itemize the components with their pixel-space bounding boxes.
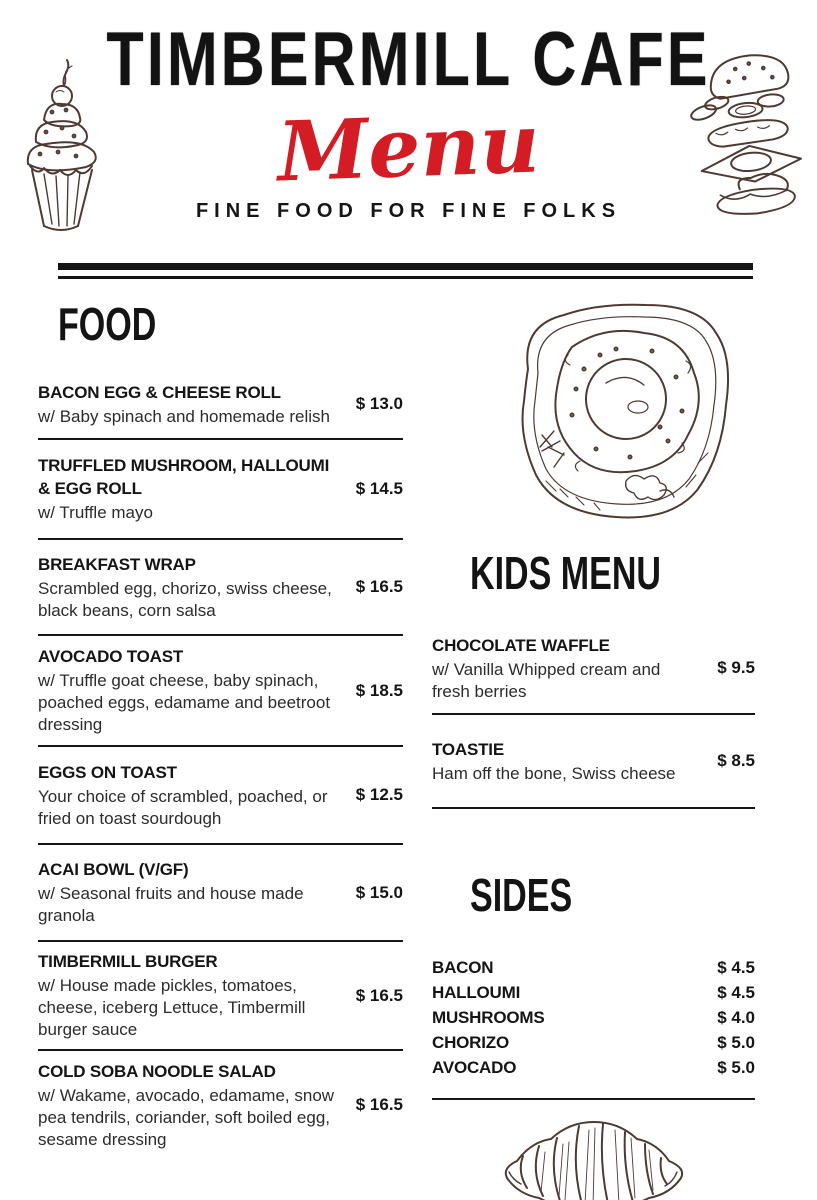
item-price: $ 16.5 — [355, 1095, 403, 1114]
item-name: TIMBERMILL BURGER — [38, 952, 218, 971]
item-price: $ 8.5 — [717, 751, 755, 770]
item-name: BACON EGG & CHEESE ROLL — [38, 382, 281, 402]
side-price: $ 4.5 — [717, 982, 755, 1002]
croissant-illustration — [499, 1116, 689, 1200]
menu-item-eggs-on-toast — [38, 747, 403, 845]
sides-heading: SIDES — [470, 869, 573, 921]
menu-item-breakfast-wrap — [38, 540, 403, 636]
item-price: $ 16.5 — [355, 985, 403, 1005]
menu-item-avocado-toast — [38, 636, 403, 747]
item-description: w/ Seasonal fruits and house made granola — [38, 884, 304, 925]
item-description: w/ Vanilla Whipped cream and fresh berries — [432, 659, 661, 701]
item-description: w/ House made pickles, tomatoes, cheese, iceberg Lettuce, Timbermill burger sauce — [38, 976, 306, 1039]
menu-script-title: Menu — [275, 95, 542, 201]
side-row-mushrooms — [432, 1005, 755, 1030]
side-price: $ 5.0 — [717, 1057, 755, 1077]
side-price: $ 4.5 — [717, 957, 755, 977]
item-price: $ 16.5 — [355, 577, 403, 596]
food-section — [38, 300, 403, 1159]
side-row-avocado — [432, 1055, 755, 1080]
item-name: COLD SOBA NOODLE SALAD — [38, 1061, 276, 1081]
menu-item-cold-soba-noodle-salad — [38, 1051, 403, 1159]
item-price: $ 9.5 — [717, 658, 755, 677]
item-name: BREAKFAST WRAP — [38, 554, 196, 574]
item-name: TOASTIE — [432, 739, 504, 759]
menu-header — [0, 16, 817, 223]
item-price: $ 12.5 — [355, 785, 403, 804]
item-description: Ham off the bone, Swiss cheese — [432, 763, 676, 783]
side-name: BACON — [432, 957, 494, 977]
food-heading: FOOD — [58, 298, 157, 350]
side-name: CHORIZO — [432, 1032, 509, 1052]
right-column — [432, 283, 755, 1200]
cafe-title: TIMBERMILL CAFE — [106, 17, 711, 102]
item-price: $ 15.0 — [355, 882, 403, 902]
food-list — [38, 370, 403, 1159]
side-name: HALLOUMI — [432, 982, 521, 1002]
menu-item-truffled-mushroom-roll — [38, 440, 403, 540]
item-description: Scrambled egg, chorizo, swiss cheese, black beans, corn salsa — [38, 578, 332, 620]
side-name: MUSHROOMS — [432, 1007, 545, 1027]
menu-item-timbermill-burger — [38, 942, 403, 1051]
side-row-bacon — [432, 955, 755, 980]
egg-on-toast-illustration — [476, 285, 756, 535]
item-price: $ 18.5 — [355, 680, 403, 700]
item-description: Your choice of scrambled, poached, or fried on toast sourdough — [38, 786, 328, 828]
header-divider — [58, 263, 753, 279]
item-description: w/ Truffle goat cheese, baby spinach, poached eggs, edamame and beetroot dressing — [38, 671, 331, 734]
side-price: $ 4.0 — [717, 1007, 755, 1027]
kids-menu-list — [432, 623, 755, 809]
menu-item-acai-bowl — [38, 845, 403, 942]
item-name: EGGS ON TOAST — [38, 762, 177, 782]
item-description: w/ Wakame, avocado, edamame, snow pea tendrils, coriander, soft boiled egg, sesame dressing — [38, 1085, 335, 1149]
side-price: $ 5.0 — [717, 1032, 755, 1052]
item-price: $ 14.5 — [355, 479, 403, 498]
menu-item-chocolate-waffle — [432, 623, 755, 715]
tagline: FINE FOOD FOR FINE FOLKS — [195, 200, 622, 222]
side-row-chorizo — [432, 1030, 755, 1055]
item-name: TRUFFLED MUSHROOM, HALLOUMI & EGG ROLL — [38, 456, 330, 498]
kids-menu-heading: KIDS MENU — [470, 547, 662, 599]
sides-list — [432, 955, 755, 1100]
sides-divider — [432, 1098, 755, 1100]
item-price: $ 13.0 — [355, 394, 403, 413]
side-name: AVOCADO — [432, 1057, 517, 1077]
menu-item-toastie — [432, 715, 755, 809]
item-name: ACAI BOWL (V/GF) — [38, 860, 189, 879]
menu-item-bacon-egg-cheese-roll — [38, 370, 403, 440]
side-row-halloumi — [432, 980, 755, 1005]
item-name: AVOCADO TOAST — [38, 647, 184, 666]
item-description: w/ Truffle mayo — [38, 503, 153, 522]
item-name: CHOCOLATE WAFFLE — [432, 635, 610, 655]
item-description: w/ Baby spinach and homemade relish — [38, 406, 330, 426]
